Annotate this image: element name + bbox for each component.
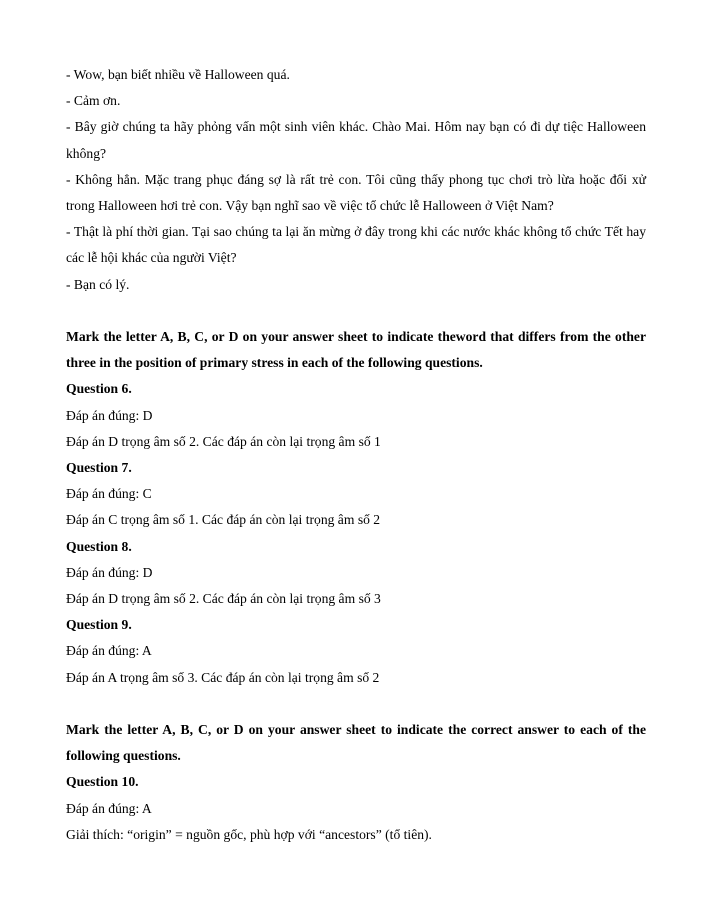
- question-explanation: Đáp án A trọng âm số 3. Các đáp án còn lại trọng âm số 2: [66, 669, 380, 685]
- dialogue-line: - Cảm ơn.: [66, 93, 121, 109]
- dialogue-line: - Thật là phí thời gian. Tại sao chúng ta lại ăn mừng ở đây trong khi các nước khác không tổ chức Tết hay các lễ hội khác của người Việt?: [66, 224, 646, 266]
- question-title: Question 8.: [66, 538, 132, 554]
- question-title: Question 6.: [66, 381, 132, 397]
- question-answer: Đáp án đúng: D: [66, 564, 153, 580]
- spacer: [66, 691, 646, 717]
- question-explanation: Đáp án D trọng âm số 2. Các đáp án còn lại trọng âm số 3: [66, 591, 381, 607]
- document-page: [66, 62, 646, 848]
- dialogue-line: - Wow, bạn biết nhiều về Halloween quá.: [66, 67, 290, 82]
- question-answer: Đáp án đúng: A: [66, 800, 152, 816]
- dialogue-line: - Bây giờ chúng ta hãy phỏng vấn một sinh viên khác. Chào Mai. Hôm nay bạn có đi dự tiệc Halloween không?: [66, 119, 646, 161]
- question-title: Question 10.: [66, 774, 139, 790]
- question-explanation: Giải thích: “origin” = nguồn gốc, phù hợp với “ancestors” (tổ tiên).: [66, 826, 432, 842]
- question-answer: Đáp án đúng: D: [66, 407, 153, 423]
- section-instruction: Mark the letter A, B, C, or D on your answer sheet to indicate theword that differs from the other three in the position of primary stress in each of the following questions.: [66, 329, 646, 371]
- dialogue-line: - Bạn có lý.: [66, 276, 130, 292]
- section-vocabulary: [66, 717, 646, 848]
- section-instruction: Mark the letter A, B, C, or D on your answer sheet to indicate the correct answer to each of the following questions.: [66, 722, 646, 764]
- question-explanation: Đáp án D trọng âm số 2. Các đáp án còn lại trọng âm số 1: [66, 433, 381, 449]
- question-title: Question 9.: [66, 617, 132, 633]
- dialogue-block: [66, 62, 646, 298]
- spacer: [66, 298, 646, 324]
- question-explanation: Đáp án C trọng âm số 1. Các đáp án còn lại trọng âm số 2: [66, 512, 381, 528]
- question-answer: Đáp án đúng: A: [66, 643, 152, 659]
- section-stress: [66, 324, 646, 691]
- question-title: Question 7.: [66, 460, 132, 476]
- question-answer: Đáp án đúng: C: [66, 486, 152, 502]
- dialogue-line: - Không hẳn. Mặc trang phục đáng sợ là rất trẻ con. Tôi cũng thấy phong tục chơi trò lừa hoặc đối xử trong Halloween hơi trẻ con. Vậy bạn nghĩ sao về việc tổ chức lễ Halloween ở Việt Nam?: [66, 171, 646, 214]
